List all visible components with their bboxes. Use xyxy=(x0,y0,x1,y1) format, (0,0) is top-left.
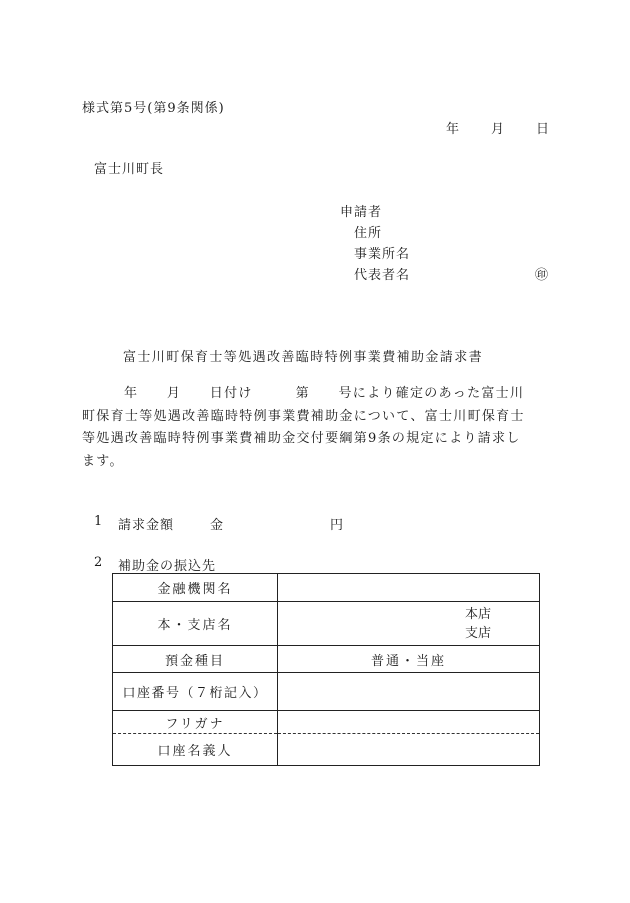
claim-currency-prefix: 金 xyxy=(210,518,224,533)
table-row xyxy=(113,673,540,711)
transfer-label: 補助金の振込先 xyxy=(118,559,217,574)
transfer-number: 2 xyxy=(94,555,103,570)
office-label: 事業所名 xyxy=(354,247,411,262)
branch-name-label: 本・支店名 xyxy=(113,602,278,646)
form-number: 様式第5号(第9条関係) xyxy=(82,101,225,116)
deposit-type-label: 預金種目 xyxy=(113,646,278,673)
furigana-value[interactable] xyxy=(278,711,540,734)
claim-label: 請求金額 xyxy=(118,518,175,533)
body-line-4: ます。 xyxy=(82,453,124,469)
furigana-label: フリガナ xyxy=(113,711,278,734)
body-line-2: 町保育士等処遇改善臨時特例事業費補助金について、富士川町保育士 xyxy=(82,408,525,424)
table-row xyxy=(113,574,540,602)
claim-unit: 円 xyxy=(330,518,344,533)
table-row xyxy=(113,711,540,734)
branch-office-text: 支店 xyxy=(464,625,491,641)
date-year: 年 xyxy=(446,122,460,137)
table-row xyxy=(113,602,540,646)
document-title: 富士川町保育士等処遇改善臨時特例事業費補助金請求書 xyxy=(123,350,484,365)
bank-name-value[interactable] xyxy=(278,574,540,602)
body-line-3: 等処遇改善臨時特例事業費補助金交付要綱第9条の規定により請求し xyxy=(82,431,521,446)
claim-number: 1 xyxy=(94,514,103,529)
deposit-type-value[interactable]: 普通・当座 xyxy=(278,646,540,673)
date-day: 日 xyxy=(536,122,550,137)
applicant-title: 申請者 xyxy=(340,205,383,220)
account-number-value[interactable] xyxy=(278,673,540,711)
table-row xyxy=(113,646,540,673)
body-line-1: 年 月 日付け 第 号により確定のあった富士川 xyxy=(124,386,525,401)
representative-label: 代表者名 xyxy=(354,268,411,283)
account-holder-label: 口座名義人 xyxy=(113,734,278,766)
request-body xyxy=(82,383,552,473)
account-holder-value[interactable] xyxy=(278,734,540,766)
bank-account-table xyxy=(112,573,540,766)
table-row xyxy=(113,734,540,766)
bank-name-label: 金融機関名 xyxy=(113,574,278,602)
seal-mark: ㊞ xyxy=(535,268,549,283)
main-office-text: 本店 xyxy=(464,606,491,622)
addressee: 富士川町長 xyxy=(94,162,165,177)
address-label: 住所 xyxy=(354,226,383,241)
date-month: 月 xyxy=(491,122,505,137)
branch-name-value[interactable] xyxy=(278,602,540,646)
account-number-label: 口座番号（７桁記入） xyxy=(113,673,278,711)
